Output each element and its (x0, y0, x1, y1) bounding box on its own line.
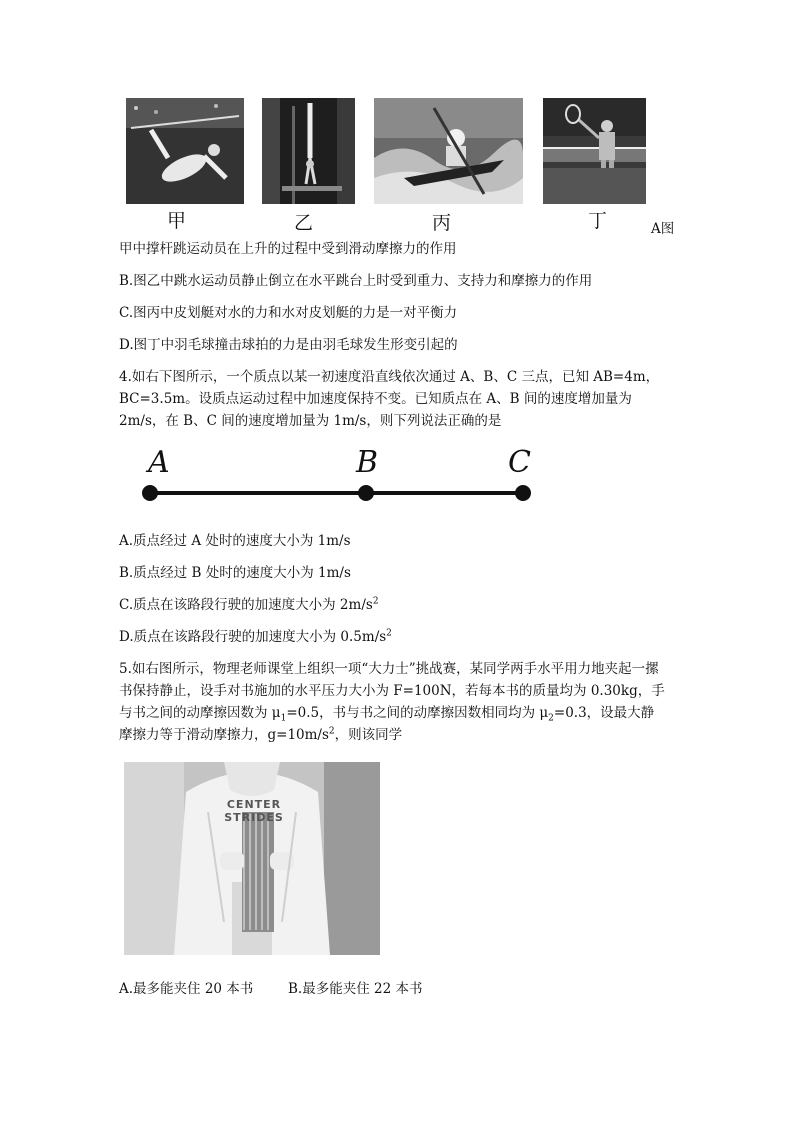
pole-vault-photo (126, 98, 244, 204)
q5-stem-part2: =0.5，书与书之间的动摩擦因数相同均为 μ (286, 705, 549, 721)
student-shirt-print: CENTER STRIDES (224, 798, 284, 824)
q4-point-c-dot (515, 485, 531, 501)
kayak-photo (374, 98, 523, 204)
q5-stem (119, 658, 667, 746)
q5-option-b: B.最多能夹住 22 本书 (288, 981, 423, 997)
q4-option-c-text: C.质点在该路段行驶的加速度大小为 2m/s (119, 597, 373, 613)
option-a-label: A图 (651, 221, 675, 237)
caption-yi: 乙 (294, 212, 314, 234)
diving-photo (262, 98, 355, 204)
q4-option-c-exp: 2 (372, 596, 379, 607)
q3-option-d: D.图丁中羽毛球撞击球拍的力是由羽毛球发生形变引起的 (119, 337, 458, 353)
q4-point-c-label: C (508, 445, 531, 480)
q3-option-c: C.图丙中皮划艇对水的力和水对皮划艇的力是一对平衡力 (119, 305, 458, 321)
q4-option-d (119, 628, 392, 646)
badminton-photo-icon (543, 98, 646, 204)
caption-bing: 丙 (432, 212, 452, 234)
q4-point-a-dot (142, 485, 158, 501)
q5-stem-part4: ，则该同学 (334, 727, 403, 743)
student-books-photo (124, 762, 380, 955)
q5-mu1-sub: 1 (280, 713, 287, 724)
q4-diagram (130, 445, 550, 512)
kayak-photo-icon (374, 98, 523, 204)
student-holding-books-photo-icon (124, 762, 380, 955)
badminton-photo (543, 98, 646, 204)
q4-option-a: A.质点经过 A 处时的速度大小为 1m/s (119, 533, 351, 549)
q4-option-c (119, 596, 379, 614)
q5-g-exp: 2 (328, 726, 335, 737)
q3-option-a-text: 甲中撑杆跳运动员在上升的过程中受到滑动摩擦力的作用 (119, 241, 457, 257)
pole-vault-photo-icon (126, 98, 244, 204)
q4-option-b: B.质点经过 B 处时的速度大小为 1m/s (119, 565, 351, 581)
caption-ding: 丁 (588, 210, 608, 232)
q4-point-a-label: A (148, 445, 170, 480)
q4-point-b-dot (358, 485, 374, 501)
q5-stem-part3: =0.3，设最大静摩擦力等于滑动摩擦力，g=10m/s (119, 705, 655, 743)
q5-stem-part1: 5.如右图所示，物理老师课堂上组织一项“大力士”挑战赛，某同学两手水平用力地夹起一摞书保持静止，设手对书施加的水平压力大小为 F=100N，若每本书的质量均为 0.30kg，手与书之间的动摩擦因数为 μ (119, 661, 665, 721)
diving-handstand-photo-icon (262, 98, 355, 204)
q5-option-a: A.最多能夹住 20 本书 (119, 981, 254, 997)
q4-option-d-exp: 2 (386, 628, 392, 639)
caption-jia: 甲 (167, 210, 187, 232)
q5-mu2-sub: 2 (548, 713, 554, 724)
q4-option-d-text: D.质点在该路段行驶的加速度大小为 0.5m/s (119, 629, 387, 645)
q4-point-b-label: B (356, 445, 379, 480)
q3-option-b: B.图乙中跳水运动员静止倒立在水平跳台上时受到重力、支持力和摩擦力的作用 (119, 273, 593, 289)
q4-stem: 4.如右下图所示，一个质点以某一初速度沿直线依次通过 A、B、C 三点，已知 AB=4m，BC=3.5m。设质点运动过程中加速度保持不变。已知质点在 A、B 间的速度增加量为 2m/s，在 B、C 间的速度增加量为 1m/s，则下列说法正确的是 (119, 369, 660, 429)
